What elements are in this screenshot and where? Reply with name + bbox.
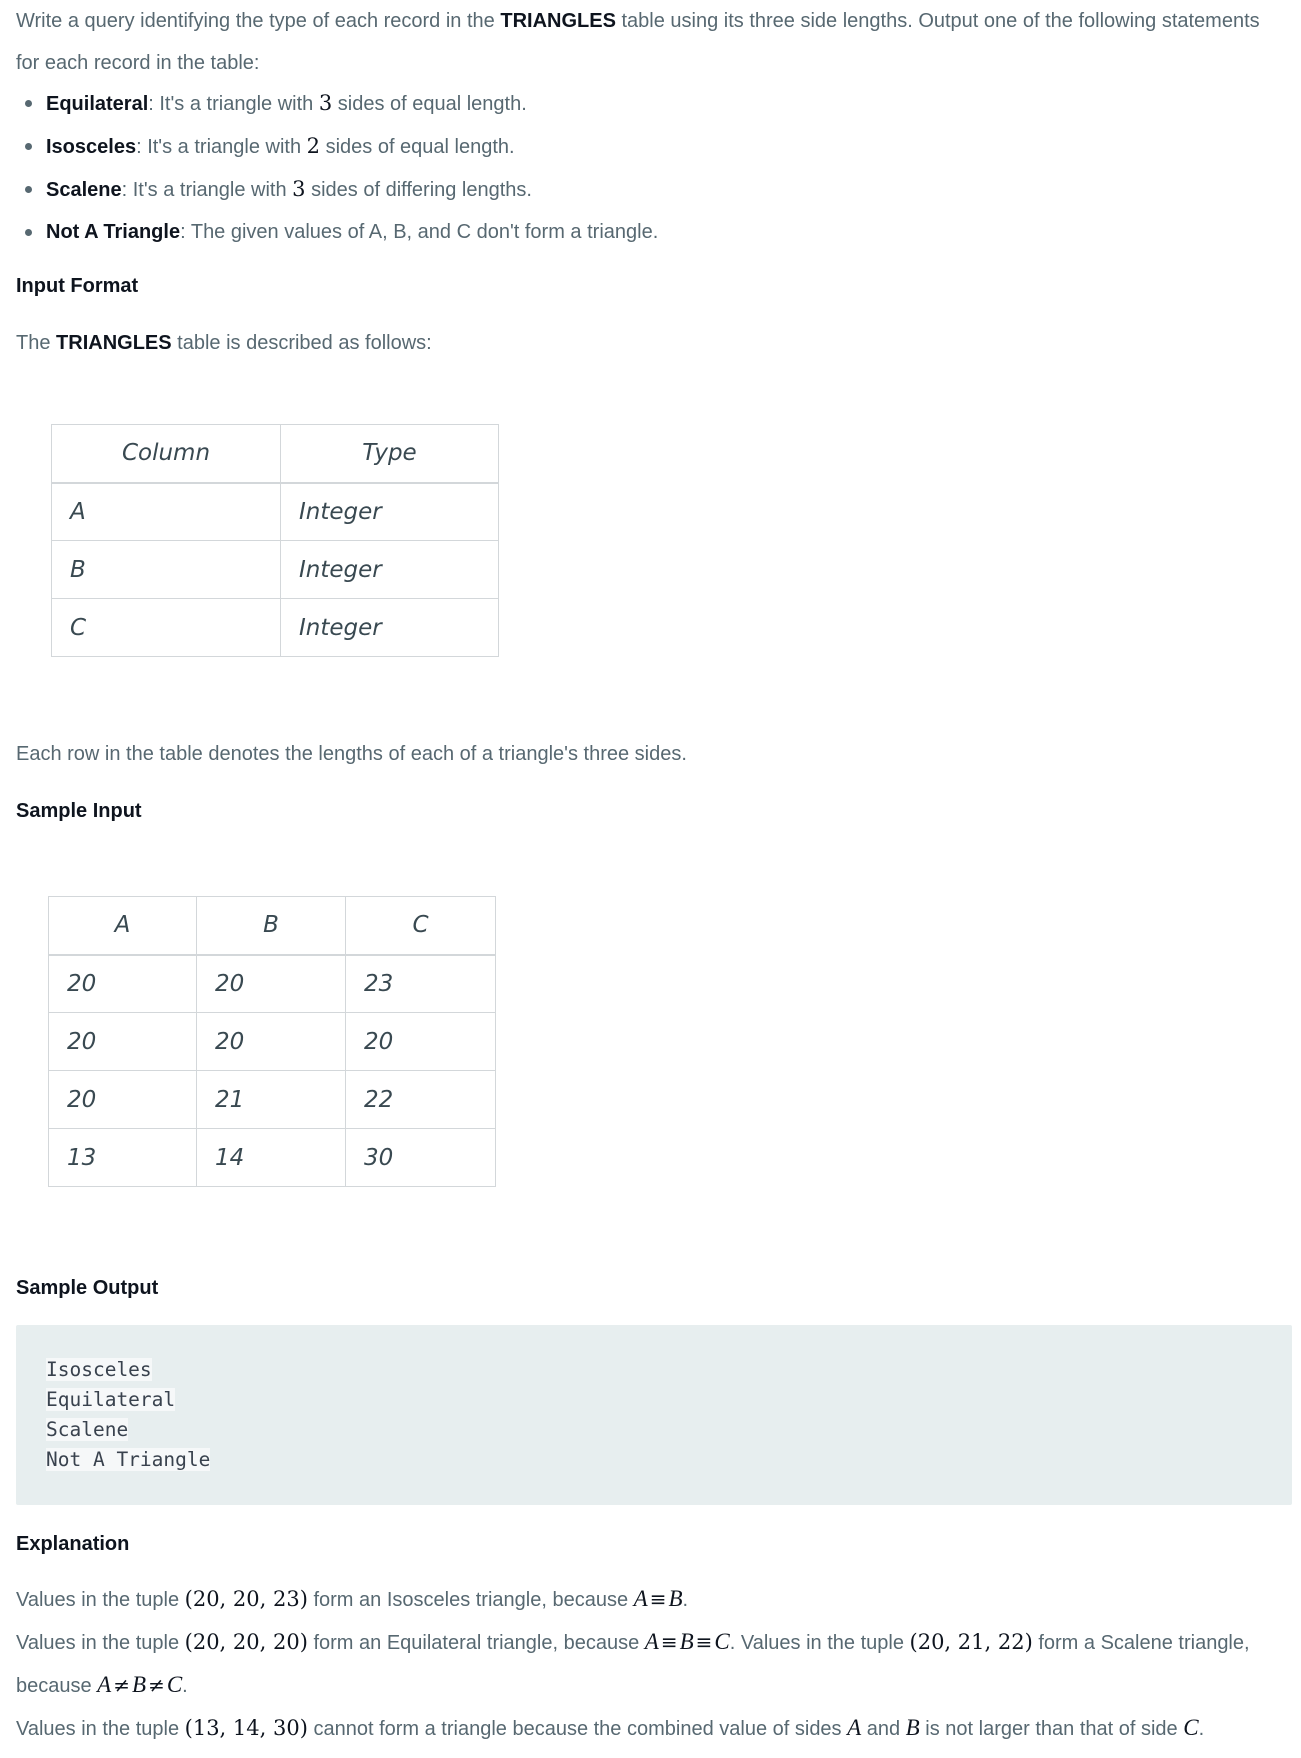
table-row [49, 1129, 496, 1187]
table-row [52, 599, 499, 657]
math-var: A [847, 1715, 862, 1740]
text: is not larger than that of side [919, 1718, 1184, 1740]
math-op: ≠ [148, 1673, 165, 1697]
sample-output-code-block[interactable] [16, 1325, 1292, 1505]
list-item [16, 82, 658, 125]
code-line [46, 1385, 210, 1415]
desc-text: The [16, 332, 57, 354]
table-row [49, 955, 496, 1013]
type-term: Not A Triangle [46, 221, 181, 243]
code-line [46, 1355, 210, 1385]
intro-table-name: TRIANGLES [500, 10, 616, 32]
math-op: ≡ [695, 1630, 713, 1654]
triangle-types-list [16, 82, 658, 253]
schema-table [51, 424, 499, 657]
math-var: B [679, 1629, 694, 1654]
text: cannot form a triangle because the combined value of sides [307, 1718, 848, 1740]
table-cell: C [52, 599, 281, 657]
sample-output-code [46, 1355, 210, 1475]
type-desc-end: sides of equal length. [320, 136, 515, 158]
math-op: ≠ [113, 1673, 130, 1697]
math-var: C [714, 1629, 730, 1654]
type-desc: : The given values of A, B, and C don't form a triangle. [180, 221, 659, 243]
table-cell: 21 [197, 1071, 346, 1129]
table-cell: 13 [49, 1129, 197, 1187]
code-line [46, 1415, 210, 1445]
desc-text-2: table is described as follows: [171, 332, 432, 354]
code-line-text: Isosceles [46, 1358, 152, 1381]
table-cell: B [52, 541, 281, 599]
tuple-value: (20, 21, 22) [909, 1630, 1033, 1654]
type-term: Isosceles [46, 136, 137, 158]
type-number: 3 [292, 177, 306, 201]
table-cell: 20 [49, 1013, 197, 1071]
intro-text: Write a query identifying the type of each record in the [16, 10, 501, 32]
table-row [52, 483, 499, 541]
math-op: ≡ [660, 1630, 678, 1654]
desc-table-name: TRIANGLES [56, 332, 172, 354]
type-desc-end: sides of differing lengths. [305, 179, 532, 201]
table-cell: 20 [197, 1013, 346, 1071]
math-var: A [644, 1629, 659, 1654]
code-line-text: Equilateral [46, 1388, 176, 1411]
text: . [1198, 1718, 1205, 1740]
text: Values in the tuple [16, 1589, 185, 1611]
table-cell: 20 [49, 1071, 197, 1129]
code-line [46, 1445, 210, 1475]
table-cell: Integer [281, 483, 499, 541]
code-line-text: Not A Triangle [46, 1448, 211, 1471]
table-cell: Integer [281, 599, 499, 657]
explanation-heading: Explanation [16, 1533, 130, 1555]
math-op: ≡ [649, 1587, 667, 1611]
tuple-value: (20, 20, 23) [184, 1587, 308, 1611]
text: form an Isosceles triangle, because [307, 1589, 634, 1611]
math-var: B [668, 1586, 683, 1611]
sample-output-heading: Sample Output [16, 1277, 159, 1299]
table-cell: 30 [346, 1129, 496, 1187]
list-item [16, 211, 658, 253]
table-cell: 20 [197, 955, 346, 1013]
math-var: C [166, 1672, 183, 1697]
table-header-row [52, 425, 499, 483]
text: . [682, 1589, 689, 1611]
code-line-text: Scalene [46, 1418, 129, 1441]
type-number: 3 [318, 91, 333, 115]
table-cell: 20 [346, 1013, 496, 1071]
sample-input-table [48, 896, 496, 1187]
list-item [16, 125, 658, 168]
tuple-value: (13, 14, 30) [184, 1716, 308, 1740]
explanation-line-1 [16, 1578, 1296, 1621]
math-var: C [1183, 1715, 1199, 1740]
column-b-header: B [197, 897, 346, 955]
type-desc-end: sides of equal length. [332, 93, 527, 115]
text: form a Scalene triangle, because [16, 1632, 1250, 1697]
explanation-line-2 [16, 1621, 1296, 1707]
intro-text-2: table using its three side lengths. Output one of the following statements for each record in the table: [16, 10, 1260, 74]
column-c-header: C [346, 897, 496, 955]
table-cell: A [52, 483, 281, 541]
text: . Values in the tuple [729, 1632, 910, 1654]
text: Values in the tuple [16, 1718, 185, 1740]
input-format-description [16, 322, 432, 364]
column-a-header: A [49, 897, 197, 955]
explanation-body [16, 1578, 1296, 1750]
math-var: B [132, 1672, 147, 1697]
table-row [52, 541, 499, 599]
text: . [182, 1675, 188, 1697]
type-term: Equilateral [46, 93, 149, 115]
tuple-value: (20, 20, 20) [184, 1630, 308, 1654]
table-row [49, 1013, 496, 1071]
type-desc: : It's a triangle with [136, 136, 307, 158]
input-format-note: Each row in the table denotes the lengths of each of a triangle's three sides. [16, 743, 687, 765]
table-cell: 22 [346, 1071, 496, 1129]
math-var: B [905, 1715, 920, 1740]
sample-input-heading: Sample Input [16, 800, 142, 822]
text: form an Equilateral triangle, because [307, 1632, 645, 1654]
table-header-row [49, 897, 496, 955]
type-term: Scalene [46, 179, 122, 201]
math-var: A [97, 1672, 112, 1697]
type-header: Type [281, 425, 499, 483]
intro-paragraph [16, 0, 1276, 84]
type-number: 2 [306, 134, 321, 158]
table-row [49, 1071, 496, 1129]
math-var: A [633, 1586, 648, 1611]
type-desc: : It's a triangle with [121, 179, 293, 201]
table-cell: Integer [281, 541, 499, 599]
explanation-line-3 [16, 1707, 1296, 1750]
text: and [861, 1718, 906, 1740]
text: Values in the tuple [16, 1632, 185, 1654]
input-format-heading: Input Format [16, 275, 139, 297]
table-cell: 14 [197, 1129, 346, 1187]
table-cell: 23 [346, 955, 496, 1013]
list-item [16, 168, 658, 211]
table-cell: 20 [49, 955, 197, 1013]
type-desc: : It's a triangle with [148, 93, 319, 115]
column-header: Column [52, 425, 281, 483]
